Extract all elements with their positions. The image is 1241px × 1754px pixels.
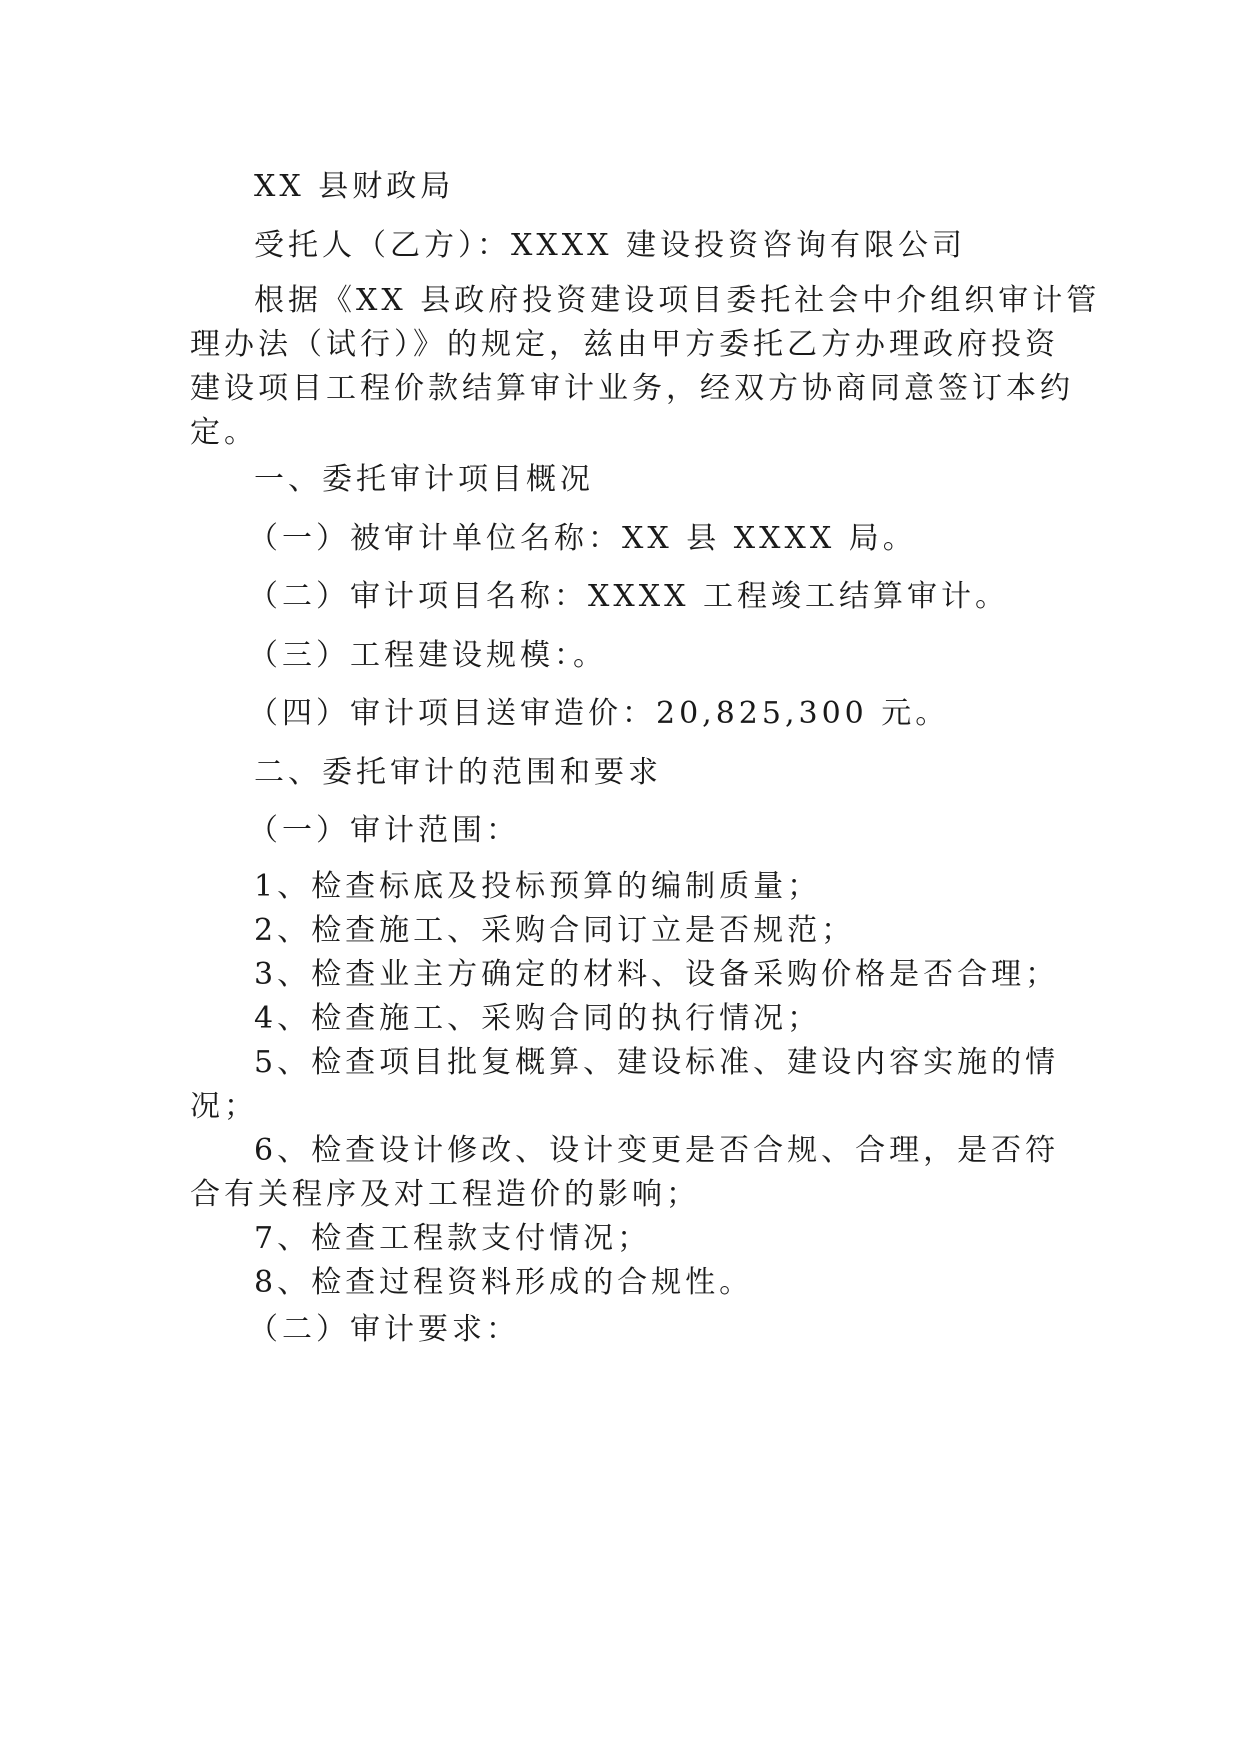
scope-item — [190, 993, 1060, 1037]
document-body — [190, 158, 1101, 1359]
scope-item — [190, 1125, 1060, 1213]
scope-item — [190, 1257, 1060, 1301]
scope-item-line: 5、检查项目批复概算、建设标准、建设内容实施的情 — [254, 1044, 1060, 1080]
section2-heading: 二、委托审计的范围和要求 — [254, 754, 662, 790]
section1-item: （四）审计项目送审造价：20,825,300 元。 — [248, 696, 950, 731]
scope-item-line: 6、检查设计修改、设计变更是否合规、合理，是否符 — [254, 1132, 1060, 1168]
addressee: XX 县财政局 — [254, 169, 455, 204]
intro-paragraph — [190, 275, 1101, 451]
scope-item-line: 合有关程序及对工程造价的影响； — [190, 1176, 700, 1212]
scope-item-line: 2、检查施工、采购合同订立是否规范； — [254, 912, 856, 948]
scope-item-line: 7、检查工程款支付情况； — [254, 1220, 652, 1256]
scope-item-line: 1、检查标底及投标预算的编制质量； — [254, 868, 822, 904]
scope-heading: （一）审计范围： — [248, 813, 520, 848]
section1-item: （一）被审计单位名称：XX 县 XXXX 局。 — [248, 520, 917, 556]
scope-item — [190, 861, 1060, 905]
scope-item-line: 3、检查业主方确定的材料、设备采购价格是否合理； — [254, 956, 1060, 992]
scope-item — [190, 1213, 1060, 1257]
requirements-heading: （二）审计要求： — [248, 1311, 520, 1347]
intro-line: 理办法（试行）》的规定，兹由甲方委托乙方办理政府投资 — [190, 327, 1059, 362]
scope-item-line: 8、检查过程资料形成的合规性。 — [254, 1264, 754, 1300]
scope-item — [190, 949, 1060, 993]
scope-item-line: 4、检查施工、采购合同的执行情况； — [254, 1000, 822, 1036]
intro-line: 建设项目工程价款结算审计业务，经双方协商同意签订本约 — [190, 371, 1074, 406]
scope-item — [190, 1037, 1060, 1125]
intro-line: 定。 — [190, 415, 258, 450]
trustee-line: 受托人（乙方）：XXXX 建设投资咨询有限公司 — [254, 227, 966, 263]
section1-item: （三）工程建设规模：。 — [248, 637, 607, 673]
scope-item-line: 况； — [190, 1088, 258, 1124]
section1-item: （二）审计项目名称：XXXX 工程竣工结算审计。 — [248, 579, 1009, 614]
intro-line: 根据《XX 县政府投资建设项目委托社会中介组织审计管 — [254, 283, 1101, 318]
section1-heading: 一、委托审计项目概况 — [254, 462, 594, 497]
scope-item — [190, 905, 1060, 949]
